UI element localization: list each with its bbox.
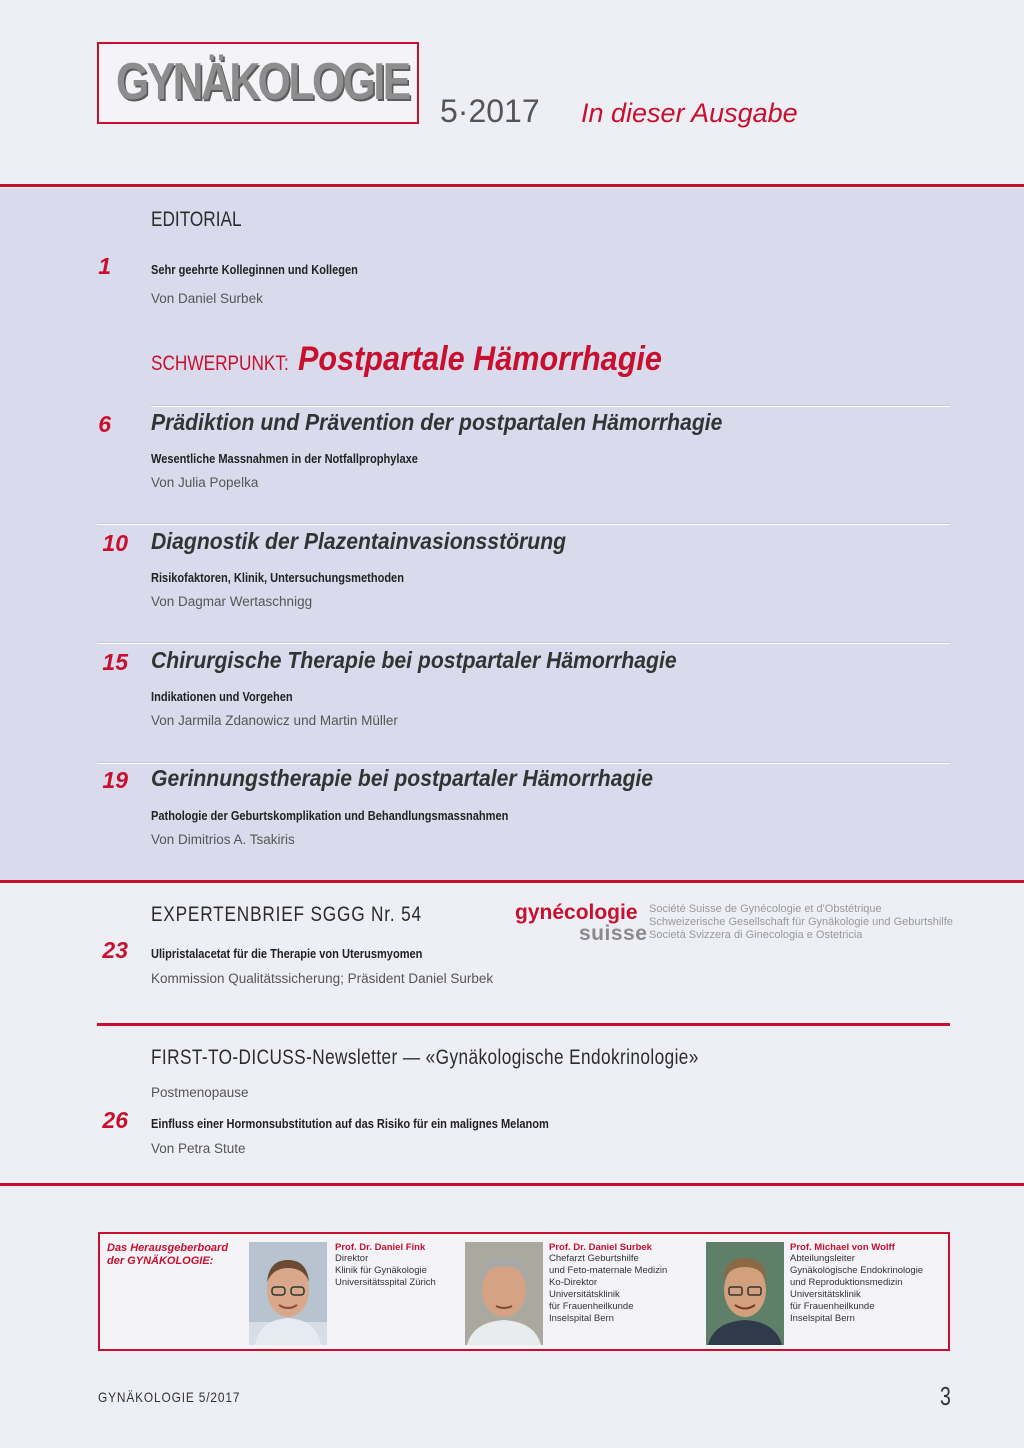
sggg-logo-suisse: suisse bbox=[579, 922, 648, 945]
editorial-board-label: Das Herausgeberboard der GYNÄKOLOGIE: bbox=[107, 1242, 229, 1267]
newsletter-title[interactable]: Einfluss einer Hormonsubstitution auf das Risiko für ein malignes Melanom bbox=[151, 1116, 549, 1131]
article-title[interactable]: Prädiktion und Prävention der postpartalen Hämorrhagie bbox=[151, 409, 723, 435]
newsletter-author: Von Petra Stute bbox=[151, 1141, 246, 1156]
article-page[interactable]: 19 bbox=[102, 767, 128, 793]
divider bbox=[151, 405, 950, 407]
article-title[interactable]: Gerinnungstherapie bei postpartaler Hämorrhagie bbox=[151, 765, 654, 791]
editor-affiliation: Direktor Klinik für Gynäkologie Universitätsspital Zürich bbox=[335, 1253, 436, 1288]
sggg-logo: gynécologie bbox=[515, 901, 638, 924]
editor-affiliation: Abteilungsleiter Gynäkologische Endokrinologie und Reproduktionsmedizin Universitätsklinik für Frauenheilkunde Inselspital Bern bbox=[790, 1253, 924, 1324]
editor-photo bbox=[465, 1242, 543, 1345]
editor-photo bbox=[706, 1242, 784, 1345]
editorial-author: Von Daniel Surbek bbox=[151, 291, 263, 306]
article-subtitle: Risikofaktoren, Klinik, Untersuchungsmethoden bbox=[151, 570, 404, 585]
article-title[interactable]: Diagnostik der Plazentainvasionsstörung bbox=[151, 528, 567, 554]
society-name-it: Società Svizzera di Ginecologia e Ostetricia bbox=[649, 929, 863, 941]
page-title: In dieser Ausgabe bbox=[581, 98, 798, 128]
journal-logo: GYNÄKOLOGIE bbox=[116, 53, 409, 111]
focus-label: SCHWERPUNKT: bbox=[151, 352, 289, 375]
footer-journal: GYNÄKOLOGIE 5/2017 bbox=[98, 1389, 241, 1405]
page-number: 3 bbox=[940, 1381, 951, 1411]
divider bbox=[0, 184, 1024, 187]
article-page[interactable]: 6 bbox=[98, 411, 111, 437]
issue-number: 5·2017 bbox=[440, 93, 540, 129]
expert-author: Kommission Qualitätssicherung; Präsident Daniel Surbek bbox=[151, 971, 494, 986]
divider bbox=[0, 880, 1024, 883]
divider bbox=[0, 1183, 1024, 1186]
newsletter-heading: FIRST-TO-DICUSS-Newsletter — «Gynäkologische Endokrinologie» bbox=[151, 1046, 699, 1069]
article-subtitle: Wesentliche Massnahmen in der Notfallprophylaxe bbox=[151, 451, 418, 466]
editorial-page[interactable]: 1 bbox=[98, 253, 111, 279]
article-author: Von Dagmar Wertaschnigg bbox=[151, 594, 313, 609]
divider bbox=[97, 762, 950, 764]
editor-name: Prof. Dr. Daniel Fink bbox=[335, 1242, 426, 1253]
article-author: Von Julia Popelka bbox=[151, 475, 259, 490]
newsletter-page[interactable]: 26 bbox=[102, 1107, 128, 1133]
society-name-de: Schweizerische Gesellschaft für Gynäkologie und Geburtshilfe bbox=[649, 916, 953, 928]
editor-name: Prof. Dr. Daniel Surbek bbox=[549, 1242, 652, 1253]
article-subtitle: Indikationen und Vorgehen bbox=[151, 689, 293, 704]
divider bbox=[97, 523, 950, 525]
expert-title[interactable]: Ulipristalacetat für die Therapie von Uterusmyomen bbox=[151, 946, 423, 961]
article-subtitle: Pathologie der Geburtskomplikation und Behandlungsmassnahmen bbox=[151, 808, 509, 823]
article-author: Von Dimitrios A. Tsakiris bbox=[151, 832, 295, 847]
newsletter-kicker: Postmenopause bbox=[151, 1085, 249, 1100]
society-name-fr: Société Suisse de Gynécologie et d'Obstétrique bbox=[649, 903, 882, 915]
editorial-title[interactable]: Sehr geehrte Kolleginnen und Kollegen bbox=[151, 262, 358, 277]
expert-heading: EXPERTENBRIEF SGGG Nr. 54 bbox=[151, 903, 422, 926]
article-page[interactable]: 10 bbox=[102, 530, 128, 556]
editor-affiliation: Chefarzt Geburtshilfe und Feto-maternale Medizin Ko-Direktor Universitätsklinik für Frauenheilkunde Inselspital Bern bbox=[549, 1253, 668, 1324]
editor-name: Prof. Michael von Wolff bbox=[790, 1242, 895, 1253]
editor-photo bbox=[249, 1242, 327, 1345]
expert-page[interactable]: 23 bbox=[102, 937, 128, 963]
article-page[interactable]: 15 bbox=[102, 649, 128, 675]
divider bbox=[97, 642, 950, 644]
article-author: Von Jarmila Zdanowicz und Martin Müller bbox=[151, 713, 398, 728]
article-title[interactable]: Chirurgische Therapie bei postpartaler Hämorrhagie bbox=[151, 647, 677, 673]
focus-topic: Postpartale Hämorrhagie bbox=[298, 340, 662, 378]
editorial-heading: EDITORIAL bbox=[151, 208, 242, 231]
divider bbox=[97, 1023, 950, 1026]
